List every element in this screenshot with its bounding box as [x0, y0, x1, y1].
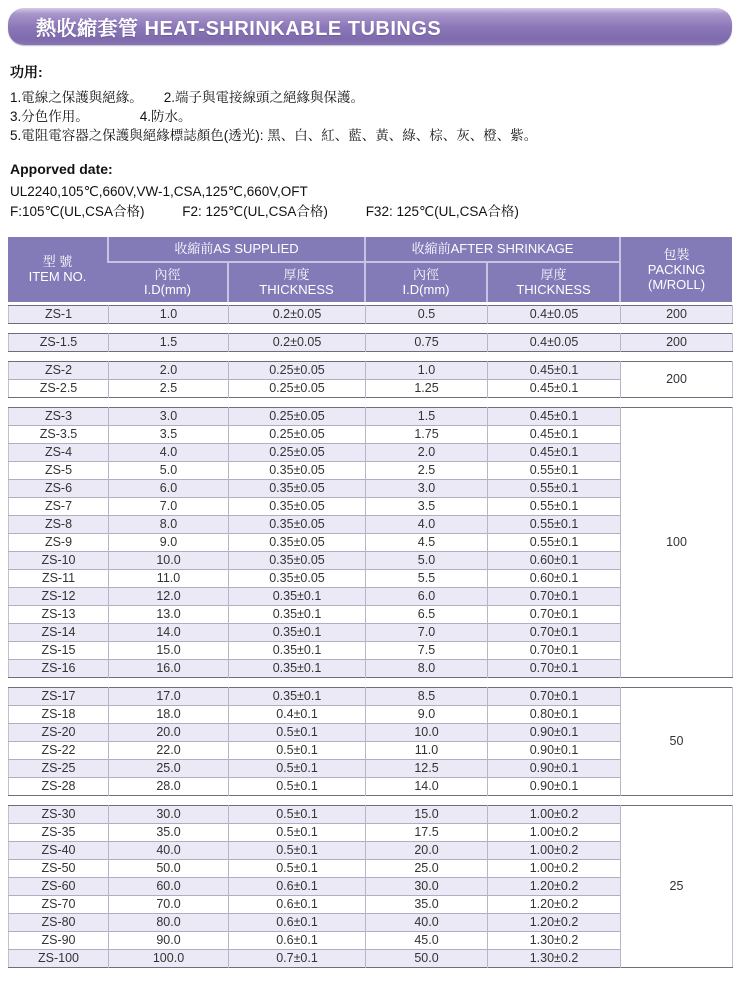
item-no-cell: ZS-90	[9, 932, 109, 950]
table-row	[9, 306, 733, 324]
table-row	[9, 688, 733, 706]
id-shrunk-cell: 30.0	[366, 878, 488, 896]
col-header-id-supplied-zh: 內徑	[154, 267, 181, 282]
id-shrunk-cell: 10.0	[366, 724, 488, 742]
approved-rating-f: F:105℃(UL,CSA合格)	[10, 204, 145, 219]
id-shrunk-cell: 5.0	[366, 552, 488, 570]
item-no-cell: ZS-15	[9, 642, 109, 660]
thickness-shrunk-cell: 1.20±0.2	[488, 914, 621, 932]
thickness-supplied-cell: 0.6±0.1	[229, 896, 366, 914]
item-no-cell: ZS-11	[9, 570, 109, 588]
col-header-id-supplied-en: I.D(mm)	[144, 282, 191, 297]
approved-rating-f32: F32: 125℃(UL,CSA合格)	[365, 204, 519, 219]
thickness-supplied-cell: 0.35±0.1	[229, 688, 366, 706]
id-supplied-cell: 5.0	[109, 462, 229, 480]
id-shrunk-cell: 25.0	[366, 860, 488, 878]
table-group	[8, 333, 733, 352]
item-no-cell: ZS-40	[9, 842, 109, 860]
id-shrunk-cell: 17.5	[366, 824, 488, 842]
thickness-supplied-cell: 0.5±0.1	[229, 806, 366, 824]
item-no-cell: ZS-30	[9, 806, 109, 824]
id-shrunk-cell: 3.5	[366, 498, 488, 516]
item-no-cell: ZS-12	[9, 588, 109, 606]
item-no-cell: ZS-6	[9, 480, 109, 498]
thickness-shrunk-cell: 1.30±0.2	[488, 950, 621, 968]
thickness-shrunk-cell: 0.90±0.1	[488, 778, 621, 796]
id-shrunk-cell: 0.5	[366, 306, 488, 324]
id-shrunk-cell: 35.0	[366, 896, 488, 914]
item-no-cell: ZS-3.5	[9, 426, 109, 444]
col-header-packing-zh: 包裝	[663, 246, 690, 262]
id-supplied-cell: 22.0	[109, 742, 229, 760]
id-shrunk-cell: 8.5	[366, 688, 488, 706]
thickness-shrunk-cell: 1.20±0.2	[488, 878, 621, 896]
id-supplied-cell: 6.0	[109, 480, 229, 498]
functions-section	[8, 62, 732, 145]
col-header-id-supplied	[108, 262, 228, 302]
thickness-supplied-cell: 0.25±0.05	[229, 408, 366, 426]
packing-cell: 50	[621, 688, 733, 796]
id-supplied-cell: 70.0	[109, 896, 229, 914]
id-supplied-cell: 20.0	[109, 724, 229, 742]
col-header-item-no-en: ITEM NO.	[28, 269, 87, 284]
id-supplied-cell: 80.0	[109, 914, 229, 932]
thickness-supplied-cell: 0.35±0.05	[229, 570, 366, 588]
id-supplied-cell: 90.0	[109, 932, 229, 950]
item-no-cell: ZS-70	[9, 896, 109, 914]
thickness-supplied-cell: 0.35±0.1	[229, 588, 366, 606]
id-supplied-cell: 12.0	[109, 588, 229, 606]
thickness-shrunk-cell: 0.45±0.1	[488, 408, 621, 426]
thickness-shrunk-cell: 0.70±0.1	[488, 642, 621, 660]
id-supplied-cell: 2.0	[109, 362, 229, 380]
function-item-1: 1.電線之保護與絕緣。	[10, 90, 143, 105]
table-group	[8, 361, 733, 398]
id-supplied-cell: 35.0	[109, 824, 229, 842]
thickness-shrunk-cell: 0.55±0.1	[488, 498, 621, 516]
thickness-shrunk-cell: 0.70±0.1	[488, 606, 621, 624]
id-supplied-cell: 11.0	[109, 570, 229, 588]
thickness-supplied-cell: 0.35±0.05	[229, 552, 366, 570]
id-supplied-cell: 100.0	[109, 950, 229, 968]
table-row	[9, 408, 733, 426]
packing-cell: 200	[621, 362, 733, 398]
thickness-shrunk-cell: 0.60±0.1	[488, 552, 621, 570]
thickness-shrunk-cell: 0.70±0.1	[488, 688, 621, 706]
table-group	[8, 305, 733, 324]
thickness-supplied-cell: 0.35±0.1	[229, 606, 366, 624]
thickness-supplied-cell: 0.35±0.05	[229, 498, 366, 516]
col-header-thickness-shrunk-en: THICKNESS	[516, 282, 591, 297]
id-supplied-cell: 13.0	[109, 606, 229, 624]
id-supplied-cell: 15.0	[109, 642, 229, 660]
item-no-cell: ZS-13	[9, 606, 109, 624]
item-no-cell: ZS-20	[9, 724, 109, 742]
col-header-id-shrunk-en: I.D(mm)	[402, 282, 450, 297]
thickness-supplied-cell: 0.35±0.1	[229, 624, 366, 642]
id-shrunk-cell: 6.0	[366, 588, 488, 606]
thickness-shrunk-cell: 0.45±0.1	[488, 380, 621, 398]
id-supplied-cell: 9.0	[109, 534, 229, 552]
page-title: 熱收縮套管 HEAT-SHRINKABLE TUBINGS	[36, 18, 442, 40]
id-supplied-cell: 50.0	[109, 860, 229, 878]
functions-heading: 功用:	[10, 64, 43, 80]
thickness-shrunk-cell: 0.55±0.1	[488, 462, 621, 480]
item-no-cell: ZS-16	[9, 660, 109, 678]
thickness-supplied-cell: 0.35±0.1	[229, 660, 366, 678]
functions-line-3	[10, 126, 732, 145]
thickness-supplied-cell: 0.6±0.1	[229, 914, 366, 932]
id-shrunk-cell: 9.0	[366, 706, 488, 724]
thickness-shrunk-cell: 0.90±0.1	[488, 724, 621, 742]
item-no-cell: ZS-17	[9, 688, 109, 706]
thickness-shrunk-cell: 0.80±0.1	[488, 706, 621, 724]
thickness-shrunk-cell: 1.00±0.2	[488, 806, 621, 824]
item-no-cell: ZS-1	[9, 306, 109, 324]
packing-cell: 200	[621, 306, 733, 324]
thickness-shrunk-cell: 0.70±0.1	[488, 588, 621, 606]
thickness-supplied-cell: 0.6±0.1	[229, 932, 366, 950]
id-shrunk-cell: 1.75	[366, 426, 488, 444]
id-supplied-cell: 8.0	[109, 516, 229, 534]
thickness-supplied-cell: 0.25±0.05	[229, 426, 366, 444]
table-row	[9, 334, 733, 352]
col-header-item-no-zh: 型 號	[42, 254, 73, 269]
function-item-2: 2.端子與電接線頭之絕緣與保護。	[163, 90, 365, 105]
id-supplied-cell: 17.0	[109, 688, 229, 706]
table-row	[9, 806, 733, 824]
thickness-supplied-cell: 0.25±0.05	[229, 380, 366, 398]
thickness-supplied-cell: 0.35±0.05	[229, 462, 366, 480]
item-no-cell: ZS-22	[9, 742, 109, 760]
col-header-id-shrunk-zh: 內徑	[413, 267, 440, 282]
thickness-shrunk-cell: 1.20±0.2	[488, 896, 621, 914]
id-shrunk-cell: 2.5	[366, 462, 488, 480]
thickness-shrunk-cell: 0.55±0.1	[488, 480, 621, 498]
col-header-thickness-shrunk	[487, 262, 620, 302]
thickness-shrunk-cell: 0.70±0.1	[488, 624, 621, 642]
col-header-as-supplied: 收縮前AS SUPPLIED	[108, 237, 365, 262]
col-header-item-no	[8, 237, 108, 302]
id-supplied-cell: 14.0	[109, 624, 229, 642]
thickness-supplied-cell: 0.5±0.1	[229, 860, 366, 878]
item-no-cell: ZS-60	[9, 878, 109, 896]
table-group	[8, 687, 733, 796]
col-header-thickness-supplied-zh: 厚度	[283, 267, 310, 282]
col-header-thickness-supplied	[228, 262, 365, 302]
page-header-banner	[8, 8, 732, 45]
approved-heading: Apporved date:	[10, 161, 113, 177]
thickness-shrunk-cell: 0.55±0.1	[488, 534, 621, 552]
approved-rating-f2: F2: 125℃(UL,CSA合格)	[182, 204, 328, 219]
id-shrunk-cell: 6.5	[366, 606, 488, 624]
thickness-shrunk-cell: 0.90±0.1	[488, 742, 621, 760]
thickness-supplied-cell: 0.6±0.1	[229, 878, 366, 896]
thickness-supplied-cell: 0.25±0.05	[229, 362, 366, 380]
id-shrunk-cell: 4.0	[366, 516, 488, 534]
id-shrunk-cell: 50.0	[366, 950, 488, 968]
packing-cell: 200	[621, 334, 733, 352]
item-no-cell: ZS-50	[9, 860, 109, 878]
thickness-supplied-cell: 0.5±0.1	[229, 824, 366, 842]
item-no-cell: ZS-25	[9, 760, 109, 778]
thickness-shrunk-cell: 0.45±0.1	[488, 362, 621, 380]
thickness-supplied-cell: 0.5±0.1	[229, 778, 366, 796]
thickness-supplied-cell: 0.5±0.1	[229, 760, 366, 778]
id-supplied-cell: 28.0	[109, 778, 229, 796]
function-item-3: 3.分色作用。	[10, 109, 89, 124]
approved-line-1: UL2240,105℃,660V,VW-1,CSA,125℃,660V,OFT	[10, 184, 308, 199]
col-header-thickness-shrunk-zh: 厚度	[540, 267, 567, 282]
id-shrunk-cell: 1.0	[366, 362, 488, 380]
id-shrunk-cell: 20.0	[366, 842, 488, 860]
thickness-shrunk-cell: 1.00±0.2	[488, 842, 621, 860]
id-supplied-cell: 3.5	[109, 426, 229, 444]
item-no-cell: ZS-4	[9, 444, 109, 462]
id-supplied-cell: 60.0	[109, 878, 229, 896]
id-supplied-cell: 2.5	[109, 380, 229, 398]
id-shrunk-cell: 5.5	[366, 570, 488, 588]
table-group	[8, 805, 733, 968]
col-header-after-shrinkage: 收縮前AFTER SHRINKAGE	[365, 237, 620, 262]
id-shrunk-cell: 1.25	[366, 380, 488, 398]
thickness-shrunk-cell: 0.55±0.1	[488, 516, 621, 534]
thickness-shrunk-cell: 1.30±0.2	[488, 932, 621, 950]
function-item-4: 4.防水。	[139, 109, 192, 124]
thickness-shrunk-cell: 1.00±0.2	[488, 860, 621, 878]
thickness-supplied-cell: 0.35±0.05	[229, 480, 366, 498]
col-header-packing	[620, 237, 732, 302]
id-supplied-cell: 3.0	[109, 408, 229, 426]
id-supplied-cell: 16.0	[109, 660, 229, 678]
functions-line-2	[10, 107, 732, 126]
item-no-cell: ZS-18	[9, 706, 109, 724]
item-no-cell: ZS-2	[9, 362, 109, 380]
thickness-supplied-cell: 0.25±0.05	[229, 444, 366, 462]
id-shrunk-cell: 15.0	[366, 806, 488, 824]
col-header-thickness-supplied-en: THICKNESS	[259, 282, 334, 297]
id-shrunk-cell: 3.0	[366, 480, 488, 498]
thickness-supplied-cell: 0.35±0.05	[229, 516, 366, 534]
table-groups	[8, 305, 732, 968]
thickness-shrunk-cell: 0.90±0.1	[488, 760, 621, 778]
id-supplied-cell: 30.0	[109, 806, 229, 824]
thickness-supplied-cell: 0.5±0.1	[229, 724, 366, 742]
id-supplied-cell: 40.0	[109, 842, 229, 860]
item-no-cell: ZS-1.5	[9, 334, 109, 352]
thickness-shrunk-cell: 1.00±0.2	[488, 824, 621, 842]
id-shrunk-cell: 7.0	[366, 624, 488, 642]
id-shrunk-cell: 4.5	[366, 534, 488, 552]
item-no-cell: ZS-35	[9, 824, 109, 842]
packing-cell: 25	[621, 806, 733, 968]
thickness-supplied-cell: 0.4±0.1	[229, 706, 366, 724]
thickness-shrunk-cell: 0.4±0.05	[488, 306, 621, 324]
item-no-cell: ZS-8	[9, 516, 109, 534]
id-supplied-cell: 10.0	[109, 552, 229, 570]
functions-line-1	[10, 88, 732, 107]
id-shrunk-cell: 14.0	[366, 778, 488, 796]
item-no-cell: ZS-7	[9, 498, 109, 516]
thickness-supplied-cell: 0.7±0.1	[229, 950, 366, 968]
thickness-supplied-cell: 0.2±0.05	[229, 334, 366, 352]
item-no-cell: ZS-5	[9, 462, 109, 480]
thickness-supplied-cell: 0.5±0.1	[229, 742, 366, 760]
item-no-cell: ZS-3	[9, 408, 109, 426]
spec-table	[8, 237, 732, 968]
id-shrunk-cell: 1.5	[366, 408, 488, 426]
thickness-shrunk-cell: 0.4±0.05	[488, 334, 621, 352]
approved-line-2	[10, 202, 732, 222]
thickness-supplied-cell: 0.35±0.1	[229, 642, 366, 660]
item-no-cell: ZS-10	[9, 552, 109, 570]
id-shrunk-cell: 12.5	[366, 760, 488, 778]
function-item-5: 5.電阻電容器之保護與絕緣標誌顏色(透光): 黑、白、紅、藍、黃、綠、棕、灰、橙、紫。	[10, 128, 538, 143]
item-no-cell: ZS-14	[9, 624, 109, 642]
thickness-supplied-cell: 0.2±0.05	[229, 306, 366, 324]
id-supplied-cell: 7.0	[109, 498, 229, 516]
id-shrunk-cell: 8.0	[366, 660, 488, 678]
id-supplied-cell: 1.0	[109, 306, 229, 324]
item-no-cell: ZS-80	[9, 914, 109, 932]
col-header-packing-unit: (M/ROLL)	[648, 276, 706, 292]
thickness-shrunk-cell: 0.60±0.1	[488, 570, 621, 588]
id-shrunk-cell: 11.0	[366, 742, 488, 760]
col-header-packing-en: PACKING	[647, 261, 706, 277]
item-no-cell: ZS-2.5	[9, 380, 109, 398]
col-header-id-shrunk	[365, 262, 487, 302]
item-no-cell: ZS-28	[9, 778, 109, 796]
id-shrunk-cell: 7.5	[366, 642, 488, 660]
approved-section	[8, 161, 732, 222]
id-supplied-cell: 1.5	[109, 334, 229, 352]
id-supplied-cell: 18.0	[109, 706, 229, 724]
thickness-supplied-cell: 0.35±0.05	[229, 534, 366, 552]
thickness-supplied-cell: 0.5±0.1	[229, 842, 366, 860]
id-supplied-cell: 4.0	[109, 444, 229, 462]
thickness-shrunk-cell: 0.45±0.1	[488, 444, 621, 462]
id-shrunk-cell: 45.0	[366, 932, 488, 950]
table-row	[9, 362, 733, 380]
item-no-cell: ZS-100	[9, 950, 109, 968]
item-no-cell: ZS-9	[9, 534, 109, 552]
table-group	[8, 407, 733, 678]
id-shrunk-cell: 2.0	[366, 444, 488, 462]
thickness-shrunk-cell: 0.70±0.1	[488, 660, 621, 678]
spec-table-header	[8, 237, 732, 302]
id-shrunk-cell: 0.75	[366, 334, 488, 352]
id-supplied-cell: 25.0	[109, 760, 229, 778]
id-shrunk-cell: 40.0	[366, 914, 488, 932]
packing-cell: 100	[621, 408, 733, 678]
thickness-shrunk-cell: 0.45±0.1	[488, 426, 621, 444]
